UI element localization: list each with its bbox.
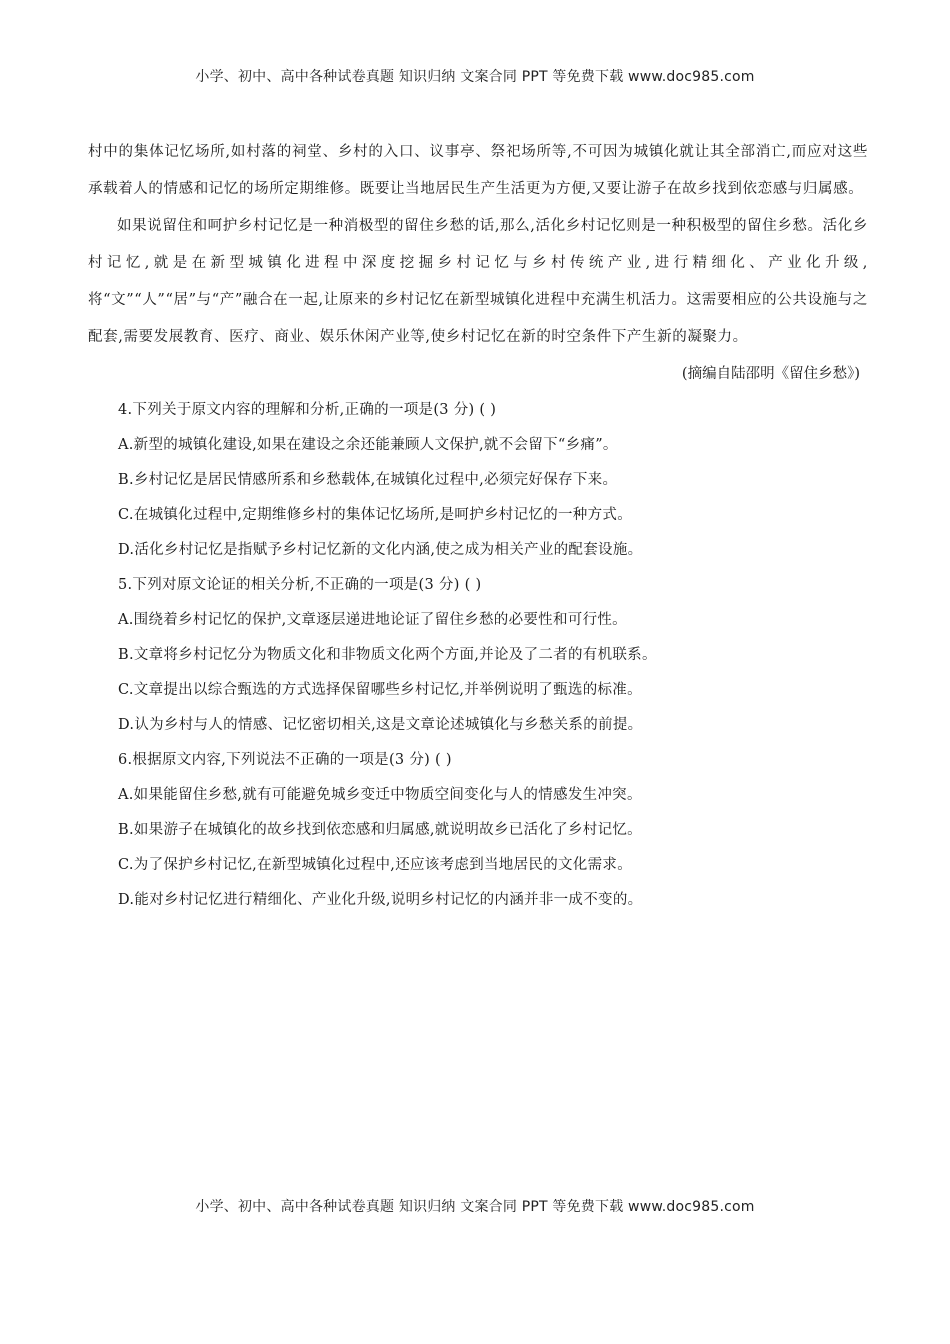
question-4-option-a: A.新型的城镇化建设,如果在建设之余还能兼顾人文保护,就不会留下“乡痛”。 [118, 437, 618, 453]
passage-paragraph-1: 村中的集体记忆场所,如村落的祠堂、乡村的入口、议事亭、祭祀场所等,不可因为城镇化就让其全部消亡,而应对这些承载着人的情感和记忆的场所定期维修。既要让当地居民生产生活更为方便,又要让游子在故乡找到依恋感与归属感。 [88, 144, 868, 197]
page-header: 小学、初中、高中各种试卷真题 知识归纳 文案合同 PPT 等免费下载 www.doc985.com [195, 69, 755, 85]
question-5-option-d: D.认为乡村与人的情感、记忆密切相关,这是文章论述城镇化与乡愁关系的前提。 [118, 717, 643, 733]
question-4-stem: 4.下列关于原文内容的理解和分析,正确的一项是(3 分) ( ) [118, 402, 497, 418]
passage-source: (摘编自陆邵明《留住乡愁》) [681, 366, 860, 382]
question-6-option-b: B.如果游子在城镇化的故乡找到依恋感和归属感,就说明故乡已活化了乡村记忆。 [118, 822, 642, 838]
question-4-option-c: C.在城镇化过程中,定期维修乡村的集体记忆场所,是呵护乡村记忆的一种方式。 [118, 507, 633, 523]
question-6-option-c: C.为了保护乡村记忆,在新型城镇化过程中,还应该考虑到当地居民的文化需求。 [118, 857, 633, 873]
page-footer: 小学、初中、高中各种试卷真题 知识归纳 文案合同 PPT 等免费下载 www.doc985.com [195, 1199, 755, 1215]
question-6-stem: 6.根据原文内容,下列说法不正确的一项是(3 分) ( ) [118, 752, 452, 768]
question-6-option-d: D.能对乡村记忆进行精细化、产业化升级,说明乡村记忆的内涵并非一成不变的。 [118, 892, 643, 908]
passage-paragraph-2: 如果说留住和呵护乡村记忆是一种消极型的留住乡愁的话,那么,活化乡村记忆则是一种积极型的留住乡愁。活化乡村记忆,就是在新型城镇化进程中深度挖掘乡村记忆与乡村传统产业,进行精细化、产业化升级,将“文”“人”“居”与“产”融合在一起,让原来的乡村记忆在新型城镇化进程中充满生机活力。这需要相应的公共设施与之配套,需要发展教育、医疗、商业、娱乐休闲产业等,使乡村记忆在新的时空条件下产生新的凝聚力。 [88, 218, 868, 345]
question-5-option-b: B.文章将乡村记忆分为物质文化和非物质文化两个方面,并论及了二者的有机联系。 [118, 647, 657, 663]
question-5-stem: 5.下列对原文论证的相关分析,不正确的一项是(3 分) ( ) [118, 577, 482, 593]
question-4-option-b: B.乡村记忆是居民情感所系和乡愁载体,在城镇化过程中,必须完好保存下来。 [118, 472, 618, 488]
document-body [88, 134, 868, 918]
question-5-option-c: C.文章提出以综合甄选的方式选择保留哪些乡村记忆,并举例说明了甄选的标准。 [118, 682, 642, 698]
question-list [88, 393, 868, 918]
question-4-option-d: D.活化乡村记忆是指赋予乡村记忆新的文化内涵,使之成为相关产业的配套设施。 [118, 542, 643, 558]
question-6-option-a: A.如果能留住乡愁,就有可能避免城乡变迁中物质空间变化与人的情感发生冲突。 [118, 787, 642, 803]
question-5-option-a: A.围绕着乡村记忆的保护,文章逐层递进地论证了留住乡愁的必要性和可行性。 [118, 612, 627, 628]
